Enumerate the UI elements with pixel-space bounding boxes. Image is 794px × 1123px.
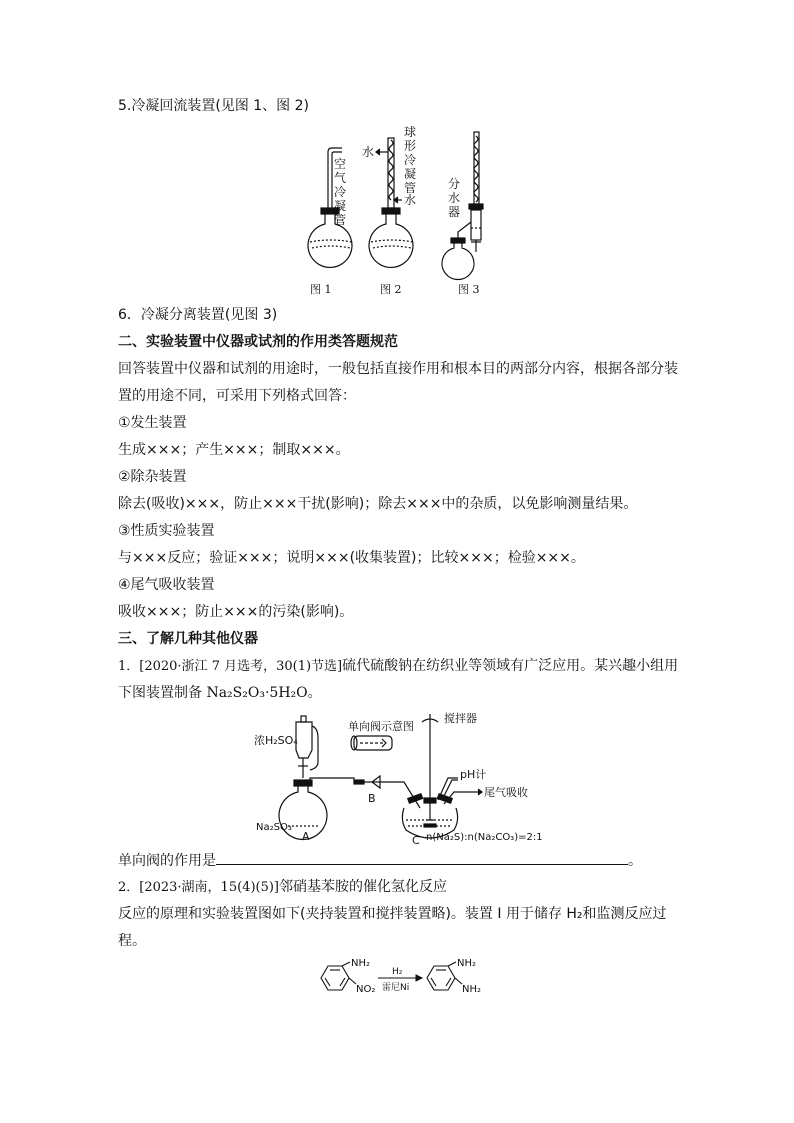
q2-text1: 反应的原理和实验装置图如下(夹持装置和搅拌装置略)。装置 Ⅰ 用于储存 H₂和监测反应过 [118,906,667,922]
q1-blank-line [118,850,642,871]
q2-text2: 程。 [118,933,146,949]
fig1-caption: 图 1 [310,283,332,296]
q1-line1 [118,656,678,677]
q1-label-a: A [302,830,310,843]
fig1-air-condenser-label [334,156,346,227]
q2-line1 [118,877,447,898]
q1-valve-title: 单向阀示意图 [348,720,414,733]
q1-reagent-a: Na₂SO₃ [256,822,292,833]
fig2-vlabel-1: 球 [404,125,417,139]
fig1-vlabel-3: 冷 [334,185,347,199]
fig2-vlabel-4: 凝 [404,167,417,181]
q1-conc-acid-label: 浓H₂SO₄ [254,734,298,747]
item4-text: 吸收×××；防止×××的污染(影响)。 [118,604,354,620]
item3-label: ③性质实验装置 [118,523,215,539]
fig2-vlabel-5: 管 [404,181,417,195]
q2-source: 2．[2023·湖南，15(4)(5)] [118,880,280,895]
q1-label-b: B [368,792,376,805]
q1-source: 1．[2020·浙江 7 月选考，30(1)节选] [118,659,343,674]
fig3-vlabel-1: 分 [448,177,461,191]
fig1-vlabel-5: 管 [334,213,347,227]
part3-heading: 三、了解几种其他仪器 [118,631,258,647]
q1-apparatus-figure [254,708,544,848]
fig3-labels [448,176,460,219]
fig2-vlabel-3: 冷 [404,153,417,167]
item2-label: ②除杂装置 [118,469,187,485]
product-sub2: NH₂ [462,984,482,995]
fig2-water-out: 水 [362,145,375,159]
part2-heading: 二、实验装置中仪器或试剂的作用类答题规范 [118,334,398,350]
part2-intro-line2: 置的用途不同，可采用下列格式回答： [118,388,356,404]
q1-label-c: C [412,834,420,847]
fig3-vlabel-3: 器 [448,205,461,219]
item4-label: ④尾气吸收装置 [118,577,215,593]
condenser-figures [290,124,520,302]
product-sub1: NH₂ [457,958,477,969]
q2-title: 邻硝基苯胺的催化氢化反应 [279,879,448,895]
q1-text2-post: 。 [307,685,322,701]
q1-tail-gas-label: 尾气吸收 [484,786,528,799]
q1-formula: Na₂S₂O₃·5H₂O [206,685,308,701]
q1-ph-meter-label: pH计 [460,768,487,781]
part2-intro-line1: 回答装置中仪器和试剂的用途时，一般包括直接作用和根本目的两部分内容，根据各部分装 [118,361,678,377]
fig1-vlabel-4: 凝 [334,199,347,213]
q1-ratio-label: n(Na₂S):n(Na₂CO₃)=2:1 [426,832,543,843]
fig2-water-in: 水 [404,193,417,207]
q1-blank-prompt: 单向阀的作用是 [118,853,216,869]
q1-text1: 硫代硫酸钠在纺织业等领域有广泛应用。某兴趣小组用 [342,658,679,674]
q1-blank-end: 。 [628,853,642,869]
section5-title: 5.冷凝回流装置(见图 1、图 2) [118,98,309,114]
reagent-top: H₂ [392,967,403,977]
q1-text2-pre: 下图装置制备 [118,685,207,701]
fig2-vlabel-2: 形 [404,139,417,153]
q1-stirrer-label: 搅拌器 [444,712,477,725]
item1-text: 生成×××；产生×××；制取×××。 [118,442,350,458]
item2-text: 除去(吸收)×××，防止×××干扰(影响)；除去×××中的杂质，以免影响测量结果。 [118,496,638,512]
item3-text: 与×××反应；验证×××；说明×××(收集装置)；比较×××；检验×××。 [118,550,585,566]
fig2-labels [362,124,416,207]
q1-answer-blank[interactable] [216,850,628,865]
fig2-caption: 图 2 [380,283,402,296]
fig3-caption: 图 3 [458,283,480,296]
reactant-sub1: NH₂ [351,958,371,969]
q1-line2 [118,683,322,703]
reactant-sub2: NO₂ [356,984,376,995]
fig3-vlabel-2: 水 [448,191,461,205]
fig1-vlabel-2: 气 [334,171,347,185]
fig1-vlabel-1: 空 [334,157,347,171]
q2-reaction-scheme [312,956,512,1006]
reagent-bottom: 雷尼Ni [382,983,410,993]
section6-title: 6．冷凝分离装置(见图 3) [118,307,278,323]
item1-label: ①发生装置 [118,415,187,431]
